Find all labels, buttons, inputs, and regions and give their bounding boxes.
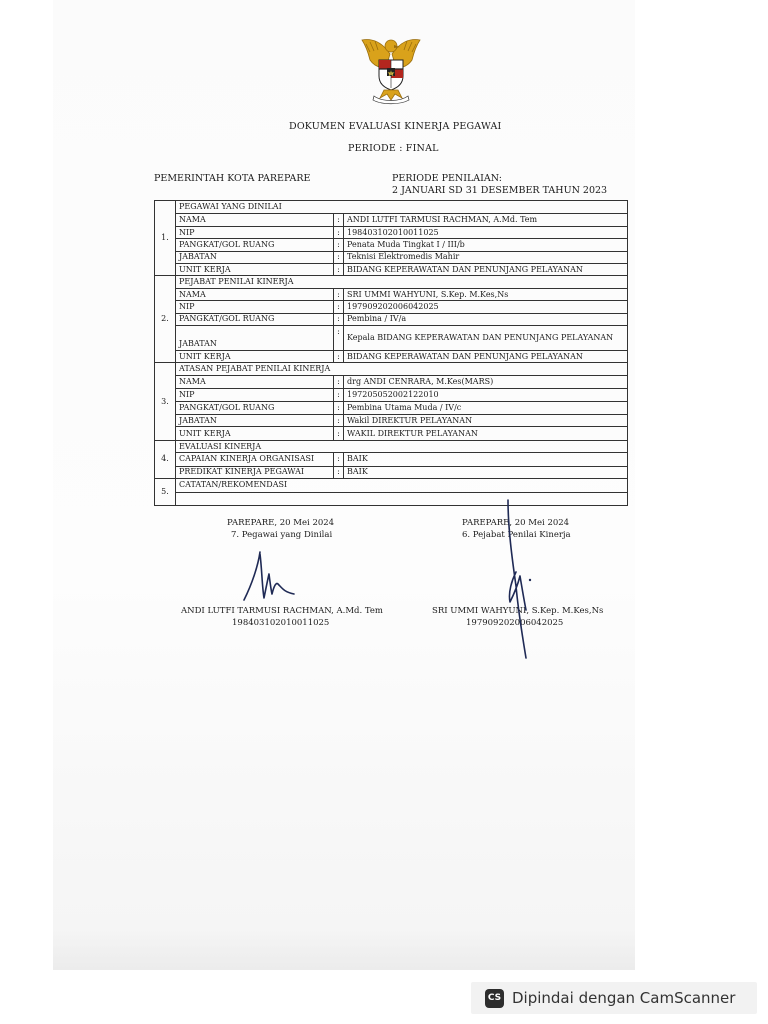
row-label: NAMA bbox=[176, 288, 334, 300]
row-colon: : bbox=[334, 350, 344, 362]
row-colon: : bbox=[334, 239, 344, 251]
row-label: UNIT KERJA bbox=[176, 350, 334, 362]
assessment-period-value: 2 JANUARI SD 31 DESEMBER TAHUN 2023 bbox=[392, 185, 608, 196]
row-label: JABATAN bbox=[176, 326, 334, 351]
section-number: 2. bbox=[155, 276, 176, 363]
row-colon: : bbox=[334, 313, 344, 325]
evaluation-form-table bbox=[154, 200, 628, 506]
row-value: Wakil DIREKTUR PELAYANAN bbox=[344, 415, 628, 427]
row-label: JABATAN bbox=[176, 251, 334, 263]
row-value: Teknisi Elektromedis Mahir bbox=[344, 251, 628, 263]
left-handwritten-signature bbox=[238, 548, 300, 604]
camscanner-badge-text: Dipindai dengan CamScanner bbox=[512, 989, 736, 1007]
row-label: NIP bbox=[176, 226, 334, 238]
row-label: CAPAIAN KINERJA ORGANISASI bbox=[176, 453, 334, 466]
row-colon: : bbox=[334, 401, 344, 414]
camscanner-logo-icon: CS bbox=[485, 989, 504, 1008]
section-title: PEJABAT PENILAI KINERJA bbox=[176, 276, 628, 288]
section-title: PEGAWAI YANG DINILAI bbox=[176, 201, 628, 214]
row-value: BIDANG KEPERAWATAN DAN PENUNJANG PELAYANAN bbox=[344, 264, 628, 276]
row-label: PANGKAT/GOL RUANG bbox=[176, 401, 334, 414]
row-label: PANGKAT/GOL RUANG bbox=[176, 239, 334, 251]
left-signer-role: 7. Pegawai yang Dinilai bbox=[231, 530, 333, 540]
garuda-pancasila-emblem-icon bbox=[354, 32, 428, 106]
row-value: Pembina Utama Muda / IV/c bbox=[344, 401, 628, 414]
row-colon: : bbox=[334, 389, 344, 401]
row-colon: : bbox=[334, 453, 344, 466]
section-title: EVALUASI KINERJA bbox=[176, 440, 628, 452]
row-label: NAMA bbox=[176, 214, 334, 226]
row-colon: : bbox=[334, 415, 344, 427]
document-period: PERIODE : FINAL bbox=[348, 143, 439, 154]
row-colon: : bbox=[334, 466, 344, 478]
row-label: UNIT KERJA bbox=[176, 427, 334, 440]
right-signer-name: SRI UMMI WAHYUNI, S.Kep. M.Kes,Ns bbox=[432, 606, 604, 616]
section-title: ATASAN PEJABAT PENILAI KINERJA bbox=[176, 363, 628, 375]
row-label: NIP bbox=[176, 389, 334, 401]
row-label: NAMA bbox=[176, 375, 334, 388]
section-number: 4. bbox=[155, 440, 176, 478]
right-place-date: PAREPARE, 20 Mei 2024 bbox=[462, 518, 570, 528]
recommendation-notes-cell bbox=[176, 492, 628, 505]
assessment-period-label: PERIODE PENILAIAN: bbox=[392, 173, 502, 184]
row-colon: : bbox=[334, 427, 344, 440]
row-colon: : bbox=[334, 251, 344, 263]
row-colon: : bbox=[334, 214, 344, 226]
camscanner-badge bbox=[471, 982, 757, 1014]
row-value: Penata Muda Tingkat I / III/b bbox=[344, 239, 628, 251]
row-colon: : bbox=[334, 301, 344, 313]
section-number: 3. bbox=[155, 363, 176, 441]
row-label: NIP bbox=[176, 301, 334, 313]
row-value: WAKIL DIREKTUR PELAYANAN bbox=[344, 427, 628, 440]
row-value: 197205052002122010 bbox=[344, 389, 628, 401]
agency-name: PEMERINTAH KOTA PAREPARE bbox=[154, 173, 311, 184]
row-value: drg ANDI CENRARA, M.Kes(MARS) bbox=[344, 375, 628, 388]
row-value: SRI UMMI WAHYUNI, S.Kep. M.Kes,Ns bbox=[344, 288, 628, 300]
section-number: 5. bbox=[155, 479, 176, 506]
row-value: Kepala BIDANG KEPERAWATAN DAN PENUNJANG PELAYANAN bbox=[344, 326, 628, 351]
right-handwritten-signature bbox=[492, 498, 546, 662]
row-label: PANGKAT/GOL RUANG bbox=[176, 313, 334, 325]
row-value: 197909202006042025 bbox=[344, 301, 628, 313]
right-signer-nip: 197909202006042025 bbox=[466, 618, 564, 628]
row-value: BAIK bbox=[344, 453, 628, 466]
section-number: 1. bbox=[155, 201, 176, 276]
section-title: CATATAN/REKOMENDASI bbox=[176, 479, 628, 492]
row-colon: : bbox=[334, 288, 344, 300]
row-value: Pembina / IV/a bbox=[344, 313, 628, 325]
right-signer-role: 6. Pejabat Penilai Kinerja bbox=[462, 530, 571, 540]
row-colon: : bbox=[334, 226, 344, 238]
row-colon: : bbox=[334, 375, 344, 388]
row-value: ANDI LUTFI TARMUSI RACHMAN, A.Md. Tem bbox=[344, 214, 628, 226]
row-value: BIDANG KEPERAWATAN DAN PENUNJANG PELAYANAN bbox=[344, 350, 628, 362]
row-label: PREDIKAT KINERJA PEGAWAI bbox=[176, 466, 334, 478]
row-label: UNIT KERJA bbox=[176, 264, 334, 276]
row-value: BAIK bbox=[344, 466, 628, 478]
row-colon: : bbox=[334, 264, 344, 276]
left-signer-name: ANDI LUTFI TARMUSI RACHMAN, A.Md. Tem bbox=[181, 606, 383, 616]
row-value: 198403102010011025 bbox=[344, 226, 628, 238]
left-place-date: PAREPARE, 20 Mei 2024 bbox=[227, 518, 335, 528]
row-label: JABATAN bbox=[176, 415, 334, 427]
document-title: DOKUMEN EVALUASI KINERJA PEGAWAI bbox=[289, 121, 502, 132]
left-signer-nip: 198403102010011025 bbox=[232, 618, 330, 628]
row-colon: : bbox=[334, 326, 344, 351]
